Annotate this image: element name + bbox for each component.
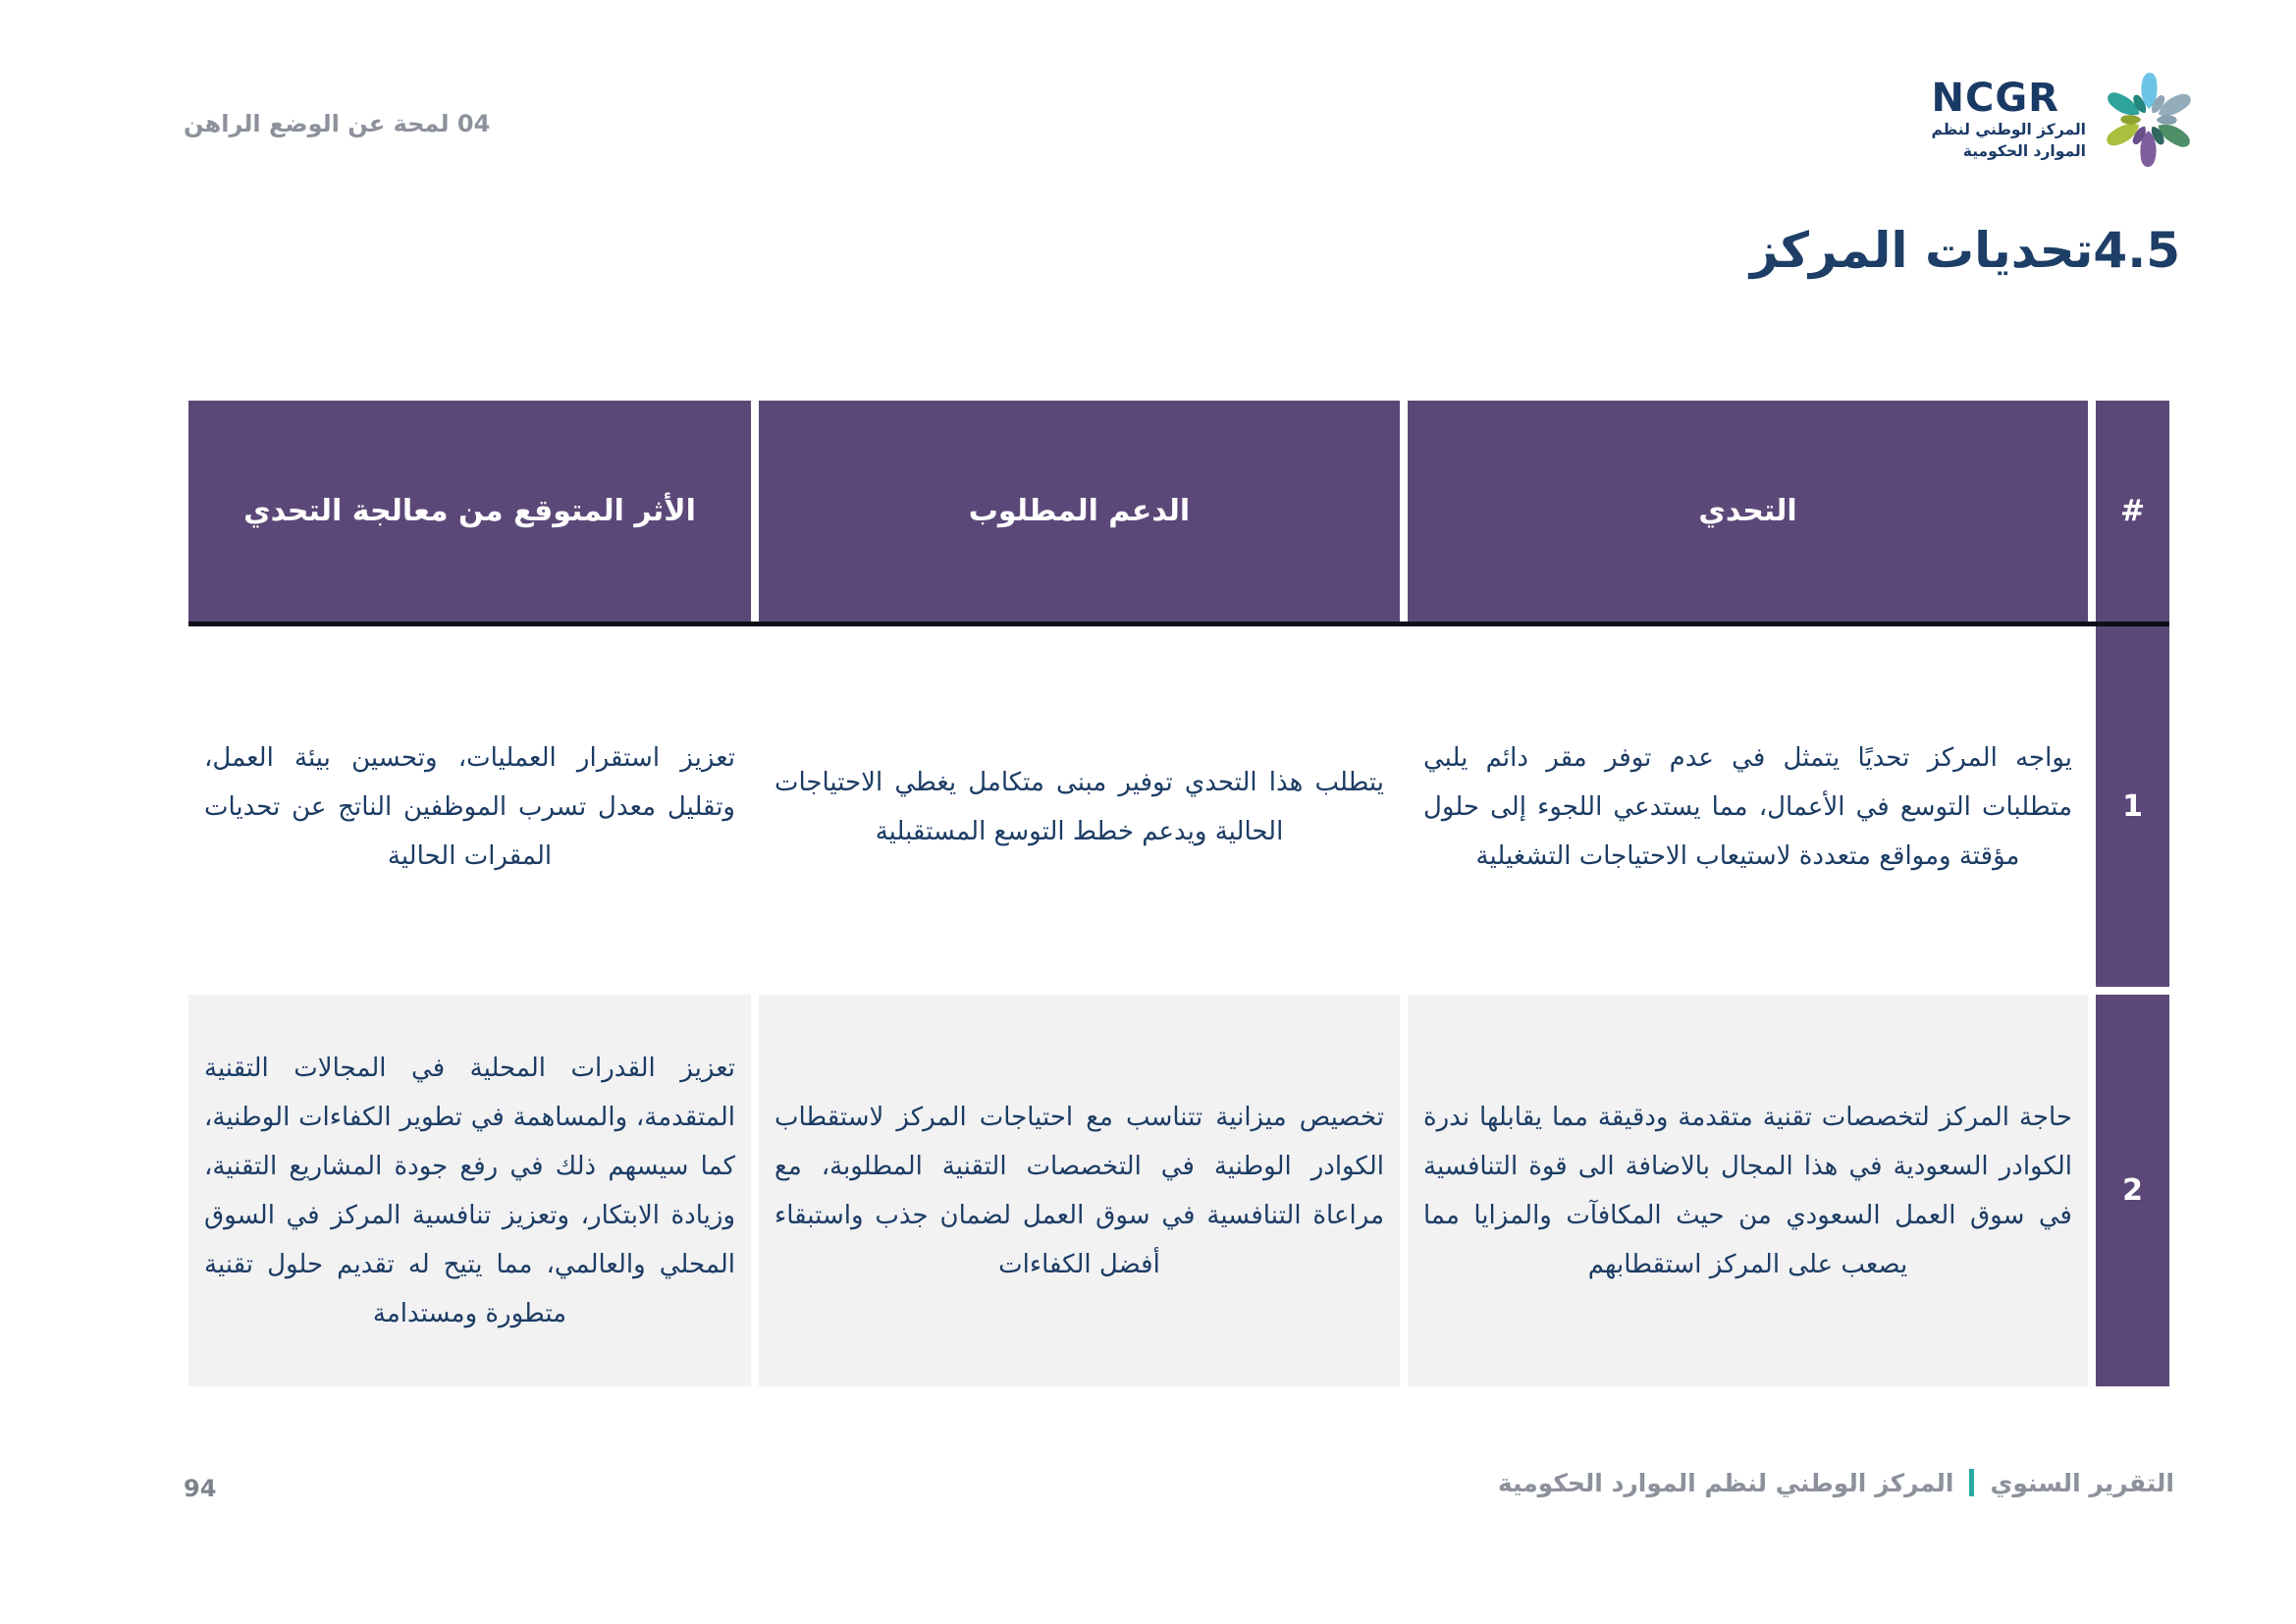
header-impact: الأثر المتوقع من معالجة التحدي <box>188 401 751 622</box>
cell-challenge <box>1408 626 2088 987</box>
page-number: 94 <box>184 1475 217 1502</box>
header-challenge: التحدي <box>1408 401 2088 622</box>
ncgr-acronym: NCGR <box>1931 75 2059 121</box>
page-title: 4.5تحديات المركز <box>1749 222 2180 279</box>
footer-org-name: المركز الوطني لنظم الموارد الحكومية <box>1497 1469 1954 1497</box>
ncgr-logo-text <box>1931 75 2086 163</box>
ncgr-starburst-icon <box>2098 69 2200 171</box>
ncgr-subtitle-line2: الموارد الحكومية <box>1962 142 2086 160</box>
section-label: 04 لمحة عن الوضع الراهن <box>184 110 491 137</box>
table-header-row <box>188 401 2169 622</box>
cell-support <box>759 995 1400 1386</box>
impact-text: تعزيز القدرات المحلية في المجالات التقنية المتقدمة، والمساهمة في تطوير الكفاءات الوطنية، كما سيسهم ذلك في رفع جودة المشاريع التقنية، وزيادة الابتكار، وتعزيز تنافسية المركز في السوق المحلي والعالمي، مما يتيح له تقديم حلول تقنية متطورة ومستدامة <box>204 1053 735 1328</box>
footer <box>1498 1469 2174 1497</box>
header-support: الدعم المطلوب <box>759 401 1400 622</box>
challenge-text: حاجة المركز لتخصصات تقنية متقدمة ودقيقة مما يقابلها ندرة الكوادر السعودية في هذا المجال بالاضافة الى قوة التنافسية في سوق العمل السعودي من حيث المكافآت والمزايا مما يصعب على المركز استقطابهم <box>1423 1102 2072 1279</box>
footer-report-name: التقرير السنوي <box>1990 1469 2174 1497</box>
cell-impact <box>188 626 751 987</box>
challenges-table <box>188 401 2169 1386</box>
cell-impact <box>188 995 751 1386</box>
petal-small <box>2120 115 2141 125</box>
table-row <box>188 626 2169 987</box>
footer-separator <box>1969 1469 1974 1496</box>
support-text: تخصيص ميزانية تتناسب مع احتياجات المركز لاستقطاب الكوادر الوطنية في التخصصات التقنية المطلوبة، مع مراعاة التنافسية في سوق العمل لضمان جذب واستبقاء أفضل الكفاءات <box>774 1102 1384 1279</box>
table-row <box>188 995 2169 1386</box>
row-number: 2 <box>2096 995 2169 1386</box>
support-text: يتطلب هذا التحدي توفير مبنى متكامل يغطي الاحتياجات الحالية ويدعم خطط التوسع المستقبلية <box>774 767 1384 846</box>
row-gap <box>188 987 2169 995</box>
header-num: # <box>2096 401 2169 622</box>
ncgr-subtitle-line1: المركز الوطني لنظم <box>1931 120 2086 138</box>
row-number: 1 <box>2096 626 2169 987</box>
cell-support <box>759 626 1400 987</box>
cell-challenge <box>1408 995 2088 1386</box>
ncgr-logo <box>1932 69 2200 171</box>
petal-small <box>2157 115 2177 125</box>
challenge-text: يواجه المركز تحديًا يتمثل في عدم توفر مقر دائم يلبي متطلبات التوسع في الأعمال، مما يستدعي اللجوء إلى حلول مؤقتة ومواقع متعددة لاستيعاب الاحتياجات التشغيلية <box>1423 742 2072 871</box>
impact-text: تعزيز استقرار العمليات، وتحسين بيئة العمل، وتقليل معدل تسرب الموظفين الناتج عن تحديات المقرات الحالية <box>204 742 735 871</box>
